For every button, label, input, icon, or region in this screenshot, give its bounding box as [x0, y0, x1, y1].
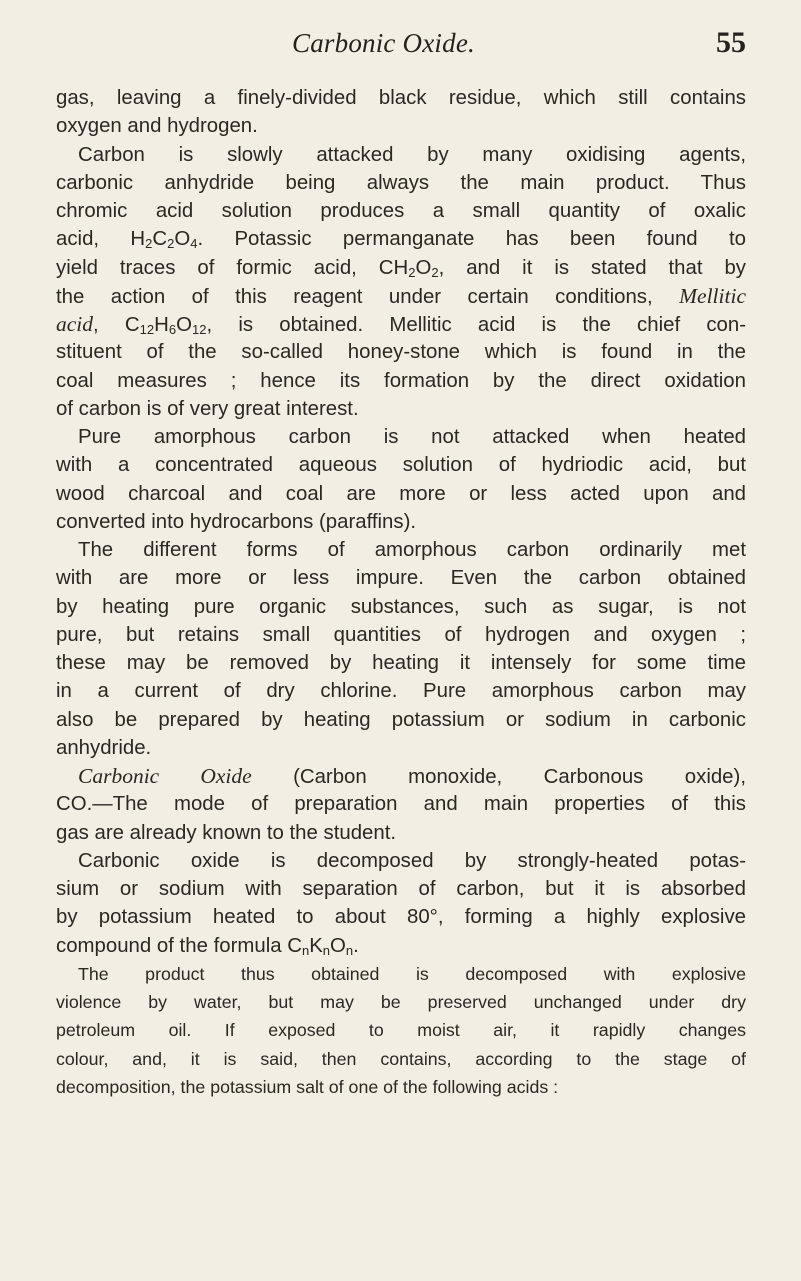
text-line: chromic acid solution produces a small quantity of oxalic	[56, 200, 746, 222]
subscript: 6	[168, 322, 177, 337]
text-fragment: H	[154, 314, 169, 336]
page-number: 55	[716, 26, 746, 59]
text-fragment: acid, H	[56, 228, 146, 251]
text-fragment: C	[152, 228, 168, 251]
subscript: 2	[145, 236, 153, 252]
text-line: with are more or less impure. Even the carbon obtained	[56, 567, 746, 590]
text-line-formula	[56, 254, 746, 282]
subscript: 12	[191, 322, 207, 337]
text-line: pure, but retains small quantities of hydrogen and oxygen ;	[56, 623, 746, 646]
text-fragment: , and it is stated that by	[438, 256, 746, 279]
text-fragment: O	[330, 934, 346, 957]
subscript: 2	[167, 236, 175, 252]
text-line: also be prepared by heating potassium or sodium in carbonic	[56, 708, 746, 731]
text-line: Pure amorphous carbon is not attacked when heated	[78, 426, 746, 448]
running-title: Carbonic Oxide.	[292, 28, 475, 58]
subscript: n	[345, 942, 354, 958]
subscript: n	[322, 942, 331, 958]
subscript: 12	[139, 322, 155, 337]
text-line: decomposition, the potassium salt of one of the following acids :	[56, 1076, 559, 1097]
text-line: of carbon is of very great interest.	[56, 397, 359, 420]
text-fragment: K	[309, 934, 323, 957]
text-line-formula	[56, 225, 746, 253]
text-line: in a current of dry chlorine. Pure amorphous carbon may	[56, 680, 746, 703]
body-text	[56, 84, 746, 1101]
subscript: 4	[190, 236, 198, 252]
text-line: petroleum oil. If exposed to moist air, it rapidly changes	[56, 1020, 746, 1041]
text-line: Carbonic oxide is decomposed by strongly-heated potas-	[78, 849, 746, 872]
text-line: these may be removed by heating it intensely for some time	[56, 652, 746, 674]
text-line: The product thus obtained is decomposed with explosive	[78, 963, 746, 984]
section-heading-line	[56, 762, 746, 790]
text-line-formula	[56, 310, 746, 338]
text-line: gas are already known to the student.	[56, 821, 397, 844]
text-line: with a concentrated aqueous solution of hydriodic acid, but	[56, 454, 746, 477]
text-line: Carbon is slowly attacked by many oxidising agents,	[78, 143, 746, 166]
text-fragment: O	[415, 256, 432, 279]
text-line: wood charcoal and coal are more or less acted upon and	[56, 482, 746, 505]
text-line: The different forms of amorphous carbon ordinarily met	[78, 539, 746, 561]
text-line: anhydride.	[56, 736, 152, 759]
text-line: CO.—The mode of preparation and main properties of this	[56, 793, 746, 816]
subscript: 2	[431, 264, 439, 280]
text-fragment: (Carbon monoxide, Carbonous oxide),	[251, 766, 746, 788]
text-line: oxygen and hydrogen.	[56, 115, 258, 138]
text-fragment: O	[174, 228, 191, 251]
text-line	[56, 282, 746, 310]
text-line: converted into hydrocarbons (paraffins).	[56, 510, 417, 533]
text-line: colour, and, it is said, then contains, according to the stage of	[56, 1048, 746, 1069]
text-fragment: , is obtained. Mellitic acid is the chief con-	[206, 314, 747, 336]
text-fragment: the action of this reagent under certain conditions,	[56, 285, 680, 308]
text-fragment: O	[176, 314, 192, 336]
subscript: 2	[408, 264, 416, 280]
text-fragment: yield traces of formic acid, CH	[56, 256, 409, 279]
text-line: by potassium heated to about 80°, forming a highly explosive	[56, 906, 746, 929]
text-line: coal measures ; hence its formation by the direct oxidation	[56, 369, 746, 392]
running-head	[0, 28, 801, 62]
text-fragment: , C	[93, 314, 140, 336]
subscript: n	[301, 942, 310, 958]
text-fragment: . Potassic permanganate has been found to	[197, 228, 746, 251]
italic-term: acid	[56, 312, 94, 336]
text-line: violence by water, but may be preserved unchanged under dry	[56, 992, 746, 1012]
text-line: gas, leaving a finely-divided black residue, which still contains	[56, 87, 746, 109]
section-heading: Carbonic Oxide	[78, 764, 252, 788]
text-line: sium or sodium with separation of carbon, but it is absorbed	[56, 878, 746, 900]
text-line-formula	[56, 932, 746, 960]
text-line: by heating pure organic substances, such as sugar, is not	[56, 595, 746, 618]
text-fragment: .	[353, 934, 359, 957]
text-line: carbonic anhydride being always the main product. Thus	[56, 171, 746, 194]
text-line: stituent of the so-called honey-stone which is found in the	[56, 341, 746, 364]
italic-term: Mellitic	[679, 283, 746, 308]
text-fragment: compound of the formula C	[56, 934, 302, 957]
